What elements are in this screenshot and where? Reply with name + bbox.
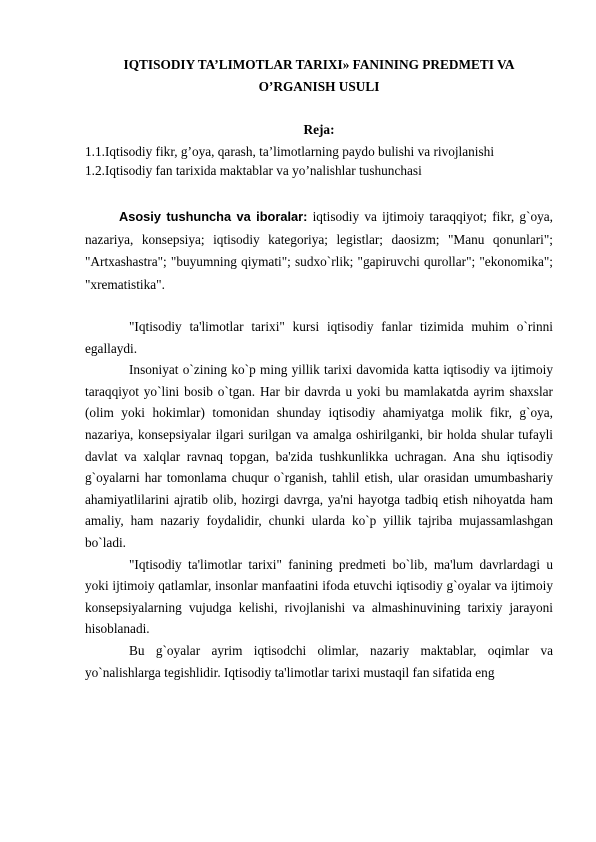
paragraph: Bu g`oyalar ayrim iqtisodchi olimlar, nazariy maktablar, oqimlar va yo`nalishlarga tegishlidir. Iqtisodiy ta'limotlar tarixi mustaqil fan sifatida eng	[85, 642, 553, 680]
plan-list	[85, 142, 553, 180]
keywords-paragraph	[85, 206, 553, 296]
body-text	[85, 316, 553, 683]
paragraph: "Iqtisodiy ta'limotlar tarixi" fanining predmeti bo`lib, ma'lum davrlardagi u yoki ijtimoiy qatlamlar, insonlar manfaatini ifoda etuvchi iqtisodiy g`oyalar va ijtimoiy konsepsiyalarning vujudga kelishi, rivojlanishi va almashinuvining tarixiy jarayoni hisoblanadi.	[85, 556, 553, 637]
keywords-text: iqtisodiy va ijtimoiy taraqqiyot; fikr, g`oya, nazariya, konsepsiya; iqtisodiy kategoriya; legistlar; daosizm; "Manu qonunlari"; "Artxashastra"; "buyumning qiymati"; sudxo`rlik; "gapiruvchi qurollar"; "ekonomika"; "xrematistika".	[85, 209, 553, 292]
keywords-label: Asosiy tushuncha va iboralar:	[119, 209, 308, 224]
plan-heading: Reja:	[303, 122, 335, 137]
plan-item: 1.1.Iqtisodiy fikr, g’oya, qarash, ta’limotlarning paydo bulishi va rivojlanishi	[85, 144, 495, 159]
title-line-1: IQTISODIY TA’LIMOTLAR TARIXI» FANINING PREDMETI VA	[123, 57, 515, 72]
document-page	[85, 54, 553, 683]
paragraph: "Iqtisodiy ta'limotlar tarixi" kursi iqtisodiy fanlar tizimida muhim o`rinni egallaydi.	[85, 319, 553, 356]
title-line-2: O’RGANISH USULI	[258, 79, 380, 94]
document-title	[85, 54, 553, 98]
plan-item: 1.2.Iqtisodiy fan tarixida maktablar va yo’nalishlar tushunchasi	[85, 163, 422, 178]
paragraph: Insoniyat o`zining ko`p ming yillik tarixi davomida katta iqtisodiy va ijtimoiy taraqqiyot yo`lini bosib o`tgan. Har bir davrda u yoki bu mamlakatda ayrim shaxslar (olim yoki hokimlar) tomonidan shunday iqtisodiy ahamiyatga molik fikr, g`oya, nazariya, konsepsiyalar ilgari surilgan va amalga oshirilganki, bir holda shular tufayli davlat va xalqlar ravnaq topgan, ba'zida tushkunlikka uchragan. Ana shu iqtisodiy g`oyalarni har tomonlama chuqur o`rganish, tahlil etish, ular orasidan umumbashariy ahamiyatlilarini ajratib olib, hozirgi davrga, ya'ni hayotga tadbiq etish nihoyatda ham amaliy, ham nazariy foydalidir, chunki ularda ko`p yillik tajriba mujassamlashgan bo`ladi.	[85, 362, 553, 550]
